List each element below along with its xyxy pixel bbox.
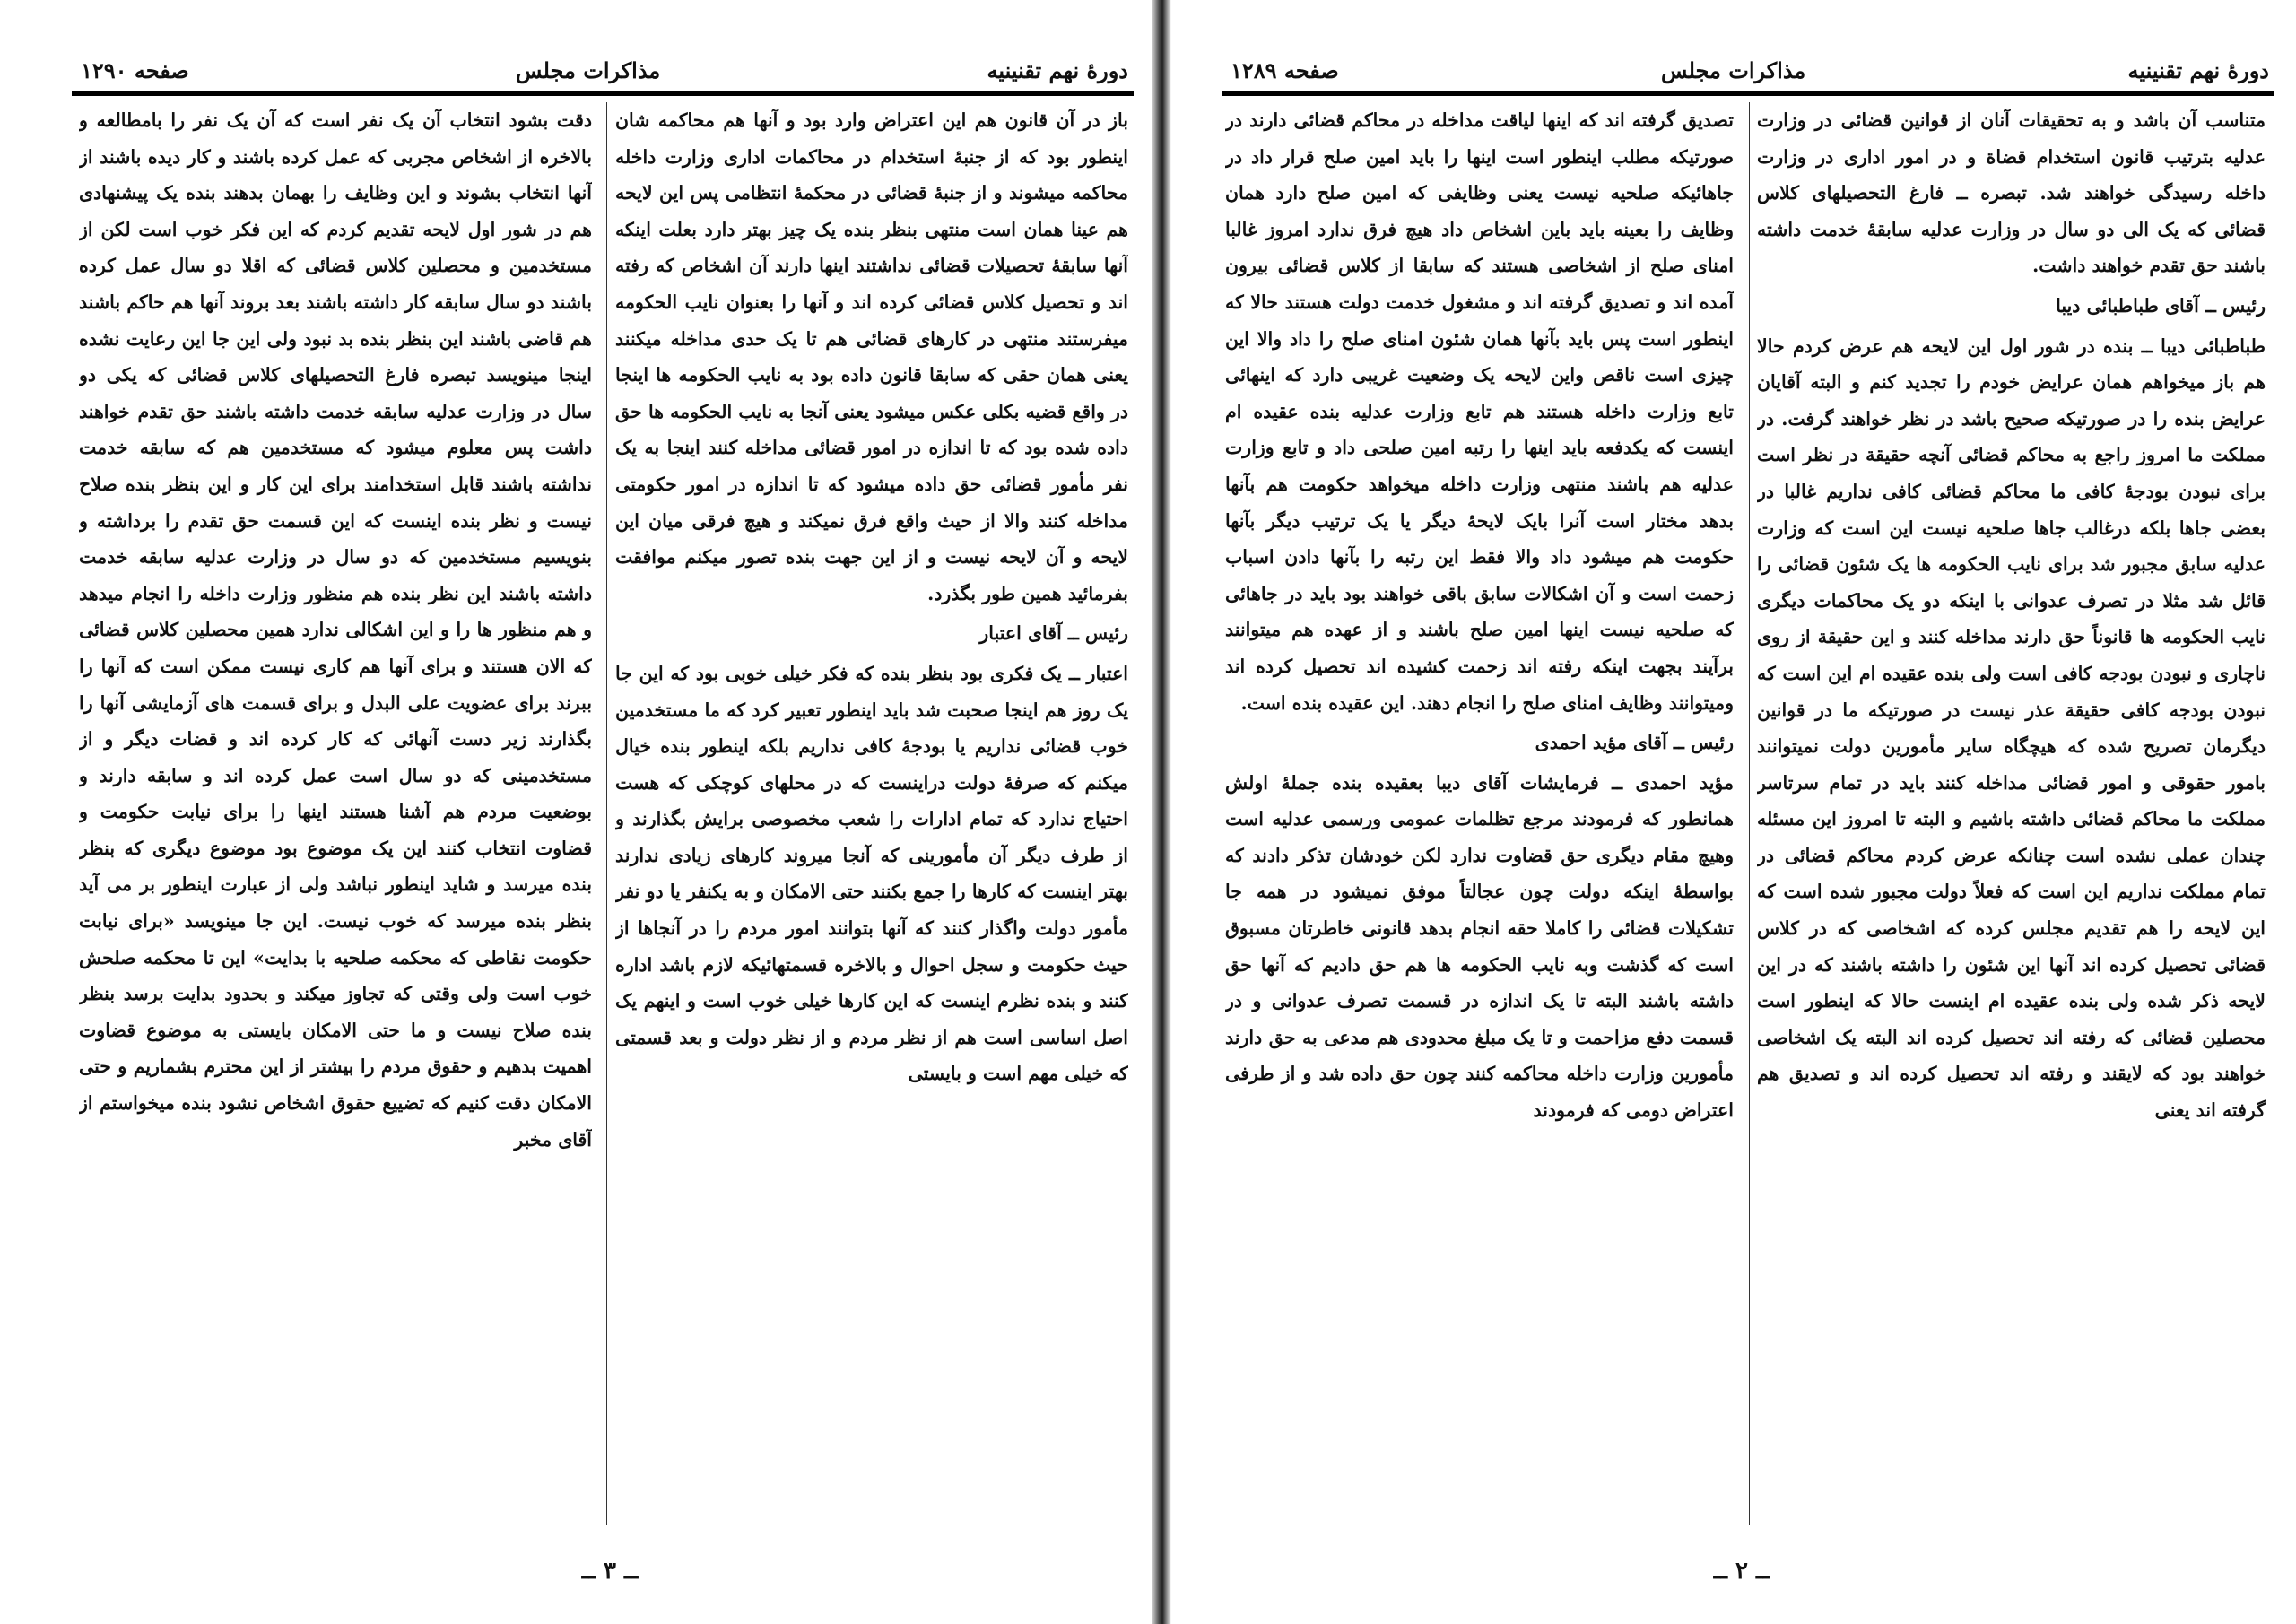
speaker-heading: رئیس ــ آقای مؤید احمدی [1535, 732, 1734, 754]
session-label: دورهٔ نهم تقنینیه [987, 56, 1128, 83]
journal-title: مذاکرات مجلس [1660, 56, 1806, 83]
speaker-heading: رئیس ــ آقای اعتبار [979, 622, 1128, 645]
page-footer-number: ــ ۳ ــ [581, 1558, 639, 1585]
page-footer-number: ــ ۲ ــ [1713, 1558, 1770, 1585]
right-page [1168, 0, 2296, 1624]
column-left [79, 102, 592, 1525]
paragraph: مؤید احمدی ــ فرمایشات آقای دیبا بعقیده بنده جملهٔ اولش همانطور که فرمودند مرجع تظلمات عمومی ورسمی عدلیه است وهیچ مقام دیگری حق قضاوت ندارد لکن خودشان تذکر دادند که بواسطهٔ اینکه دولت چون عجالتاً موفق نمیشود در همه جا تشکیلات قضائی را کاملا حقه انجام بدهد قانونی خاطرتان مسبوق است که گذشت وبه نایب الحکومه ها هم حق دادیم که آنها حق داشته باشند البته تا یک اندازه در قسمت تصرف عدوانی و در قسمت دفع مزاحمت و تا یک مبلغ محدودی هم مدعی به حق دارند مأمورین وزارت داخله محاکمه کنند چون حق داده شد و از طرفی اعتراض دومی که فرمودند [1225, 771, 1734, 1122]
paragraph: دقت بشود انتخاب آن یک نفر است که آن یک نفر را بامطالعه و بالاخره از اشخاص مجربی که عمل کرده باشند و کار دیده باشند از آنها انتخاب بشوند و این وظایف را بهمان بدهند بنده یک پیشنهادی هم در شور اول لایحه تقدیم کردم که این فکر خوب است لکن از مستخدمین و محصلین کلاس قضائی که اقلا دو سال عمل کرده باشند دو سال سابقه کار داشته باشند بعد بروند آنها هم حاکم باشند هم قاضی باشند این بنظر بنده بد نبود ولی این جا این رعایت نشده اینجا مینویسد تبصره فارغ التحصیلهای کلاس قضائی که یکی دو سال در وزارت عدلیه سابقه خدمت داشته باشند حق تقدم خواهند داشت پس معلوم میشود که مستخدمین هم که سابقه خدمت نداشته باشند قابل استخدامند برای این کار و این بنظر بنده صلاح نیست و نظر بنده اینست که این قسمت حق تقدم را برداشته و بنویسیم مستخدمین که دو سال در وزارت عدلیه سابقه خدمت داشته باشند این نظر بنده هم منظور وزارت داخله را انجام میدهد و هم منظور ها را و این اشکالی ندارد همین محصلین کلاس قضائی که الان هستند و برای آنها هم کاری نیست ممکن است که آنها را ببرند برای عضویت علی البدل و برای قسمت های آزمایشی آنها را بگذارند زیر دست آنهائی که کار کرده اند و قضات دیگر و از مستخدمینی که دو سال است عمل کرده اند و سابقه دارند و بوضعیت مردم هم آشنا هستند اینها را برای نیابت حکومت و قضاوت انتخاب کنند این یک موضوع بود موضوع دیگری که بنظر بنده میرسد و شاید اینطور نباشد ولی از عبارت اینطور بر می آید بنظر بنده میرسد که خوب نیست. این جا مینویسد «برای نیابت حکومت نقاطی که محکمه صلحیه با بدایت» این تا محکمه صلحش خوب است ولی وقتی که تجاوز میکند و بحدود بدایت برسد بنظر بنده صلاح نیست و ما حتی الامکان بایستی به موضوع قضاوت اهمیت بدهیم و حقوق مردم را بیشتر از این محترم بشماریم و حتی الامکان دقت کنیم که تضییع حقوق اشخاص نشود بنده میخواستم از آقای مخبر [79, 109, 592, 1151]
text-columns [79, 102, 1128, 1525]
speaker-heading: رئیس ــ آقای طباطبائی دیبا [2056, 294, 2266, 317]
page-header [81, 50, 1128, 90]
paragraph: طباطبائی دیبا ــ بنده در شور اول این لایحه هم عرض کردم حالا هم باز میخواهم همان عرایض خودم را تجدید کنم و البته آقایان عرایض بنده را در صورتیکه صحیح باشد در نظر خواهند گرفت. در مملکت ما امروز راجع به محاکم قضائی آنچه حقیقة در نظر است برای نبودن بودجهٔ کافی ما محاکم قضائی کافی نداریم غالبا در بعضی جاها بلکه درغالب جاها صلحیه نیست این است که وزارت عدلیه سابق مجبور شد برای نایب الحکومه ها یک شئون قضائی را قائل شد مثلا در تصرف عدوانی با اینکه دو یک محاکمات دیگری نایب الحکومه ها قانوناً حق دارند مداخله کنند و این حقیقة از روی ناچاری و نبودن بودجه کافی است ولی بنده عقیده ام این است که نبودن بودجه کافی حقیقة عذر نیست در صورتیکه ما در قوانین دیگرمان تصریح شده که هیچگاه سایر مأمورین دولت نمیتوانند بامور حقوقی و امور قضائی مداخله کنند باید در تمام سرتاسر مملکت ما محاکم قضائی داشته باشیم و البته تا امروز این مسئله چندان عملی نشده است چنانکه عرض کردم محاکم قضائی در تمام مملکت نداریم این است که فعلاً دولت مجبور شده است که این لایحه را هم تقدیم مجلس کرده که اشخاصی که در کلاس قضائی تحصیل کرده اند آنها این شئون را داشته باشند که در این لایحه ذکر شده ولی بنده عقیده ام اینست حالا که اینطور است محصلین قضائی که رفته اند تحصیل کرده اند البته یک اشخاصی خواهند بود که لایقند و رفته اند تحصیل کرده اند و تصدیق هم گرفته اند یعنی [1757, 334, 2266, 1122]
paragraph: متناسب آن باشد و به تحقیقات آنان از قوانین قضائی در وزارت عدلیه بترتیب قانون استخدام قضاة و در امور اداری در وزارت داخله رسیدگی خواهند شد. تبصره ــ فارغ التحصیلهای کلاس قضائی که یک الی دو سال در وزارت عدلیه سابقهٔ خدمت داشته باشند حق تقدم خواهند داشت. [1757, 109, 2266, 277]
text-columns [1225, 102, 2266, 1525]
column-left [1225, 102, 1734, 1525]
paragraph: اعتبار ــ یک فکری بود بنظر بنده که فکر خیلی خوبی بود که این جا یک روز هم اینجا صحبت شد باید اینطور تعبیر کرد که ما مستخدمین خوب قضائی نداریم یا بودجهٔ کافی نداریم بلکه اینطور بنده خیال میکنم که صرفهٔ دولت دراینست که در محلهای کوچکی که هست احتیاج ندارد که تمام ادارات را شعب مخصوصی برایش بگذارند و از طرف دیگر آن مأمورینی که آنجا میروند کارهای زیادی ندارند بهتر اینست که کارها را جمع بکنند حتی الامکان و به یکنفر یا دو نفر مأمور دولت واگذار کنند که آنها بتوانند امور مردم را در آنجاها از حیث حکومت و سجل احوال و بالاخره قسمتهائیکه لازم باشد اداره کنند و بنده نظرم اینست که این کارها خیلی خوب است و اینهم یک اصل اساسی است هم از نظر مردم و از نظر دولت و بعد قسمتی که خیلی مهم است و بایستی [615, 662, 1128, 1085]
page-header [1231, 50, 2269, 90]
journal-title: مذاکرات مجلس [515, 56, 661, 83]
column-right [1757, 102, 2266, 1525]
header-rule [72, 91, 1134, 96]
paragraph: تصدیق گرفته اند که اینها لیاقت مداخله در محاکم قضائی دارند در صورتیکه مطلب اینطور است اینها را باید امین صلح قرار داد در جاهائیکه صلحیه نیست یعنی وظایفی که امین صلح دارد همان وظایف را بعینه باید باین اشخاص داد هیچ فرق ندارد امروز غالبا امنای صلح از اشخاصی هستند که سابقا از کلاس قضائی بیرون آمده اند و تصدیق گرفته اند و مشغول خدمت دولت هستند حالا که اینطور است پس باید بآنها همان شئون امنای صلح را داد والا این چیزی است ناقص واین لایحه یک وضعیت غریبی دارد که اینهائی تابع وزارت داخله هستند هم تابع وزارت عدلیه بنده عقیده ام اینست که یکدفعه باید اینها را رتبه امین صلحی داد و تابع وزارت عدلیه هم باشند منتهی وزارت داخله میخواهد حکومت هم بآنها بدهد مختار است آنرا بایک لایحهٔ دیگر یا یک ترتیب دیگر بآنها حکومت هم میشود داد والا فقط این رتبه را بآنها دادن اسباب زحمت است و آن اشکالات سابق باقی خواهند بود باید در جاهائی که صلحیه نیست اینها امین صلح باشند و از عهده هم میتوانند برآیند بجهت اینکه رفته اند زحمت کشیده اند تحصیل کرده اند ومیتوانند وظایف امنای صلح را انجام دهند. این عقیده بنده است. [1225, 109, 1734, 714]
paragraph: باز در آن قانون هم این اعتراض وارد بود و آنها هم محاکمه شان اینطور بود که از جنبهٔ استخدام در محاکمات اداری وزارت داخله محاکمه میشوند و از جنبهٔ قضائی در محکمهٔ انتظامی پس این لایحه هم عینا همان است منتهی بنظر بنده یک چیز بهتر دارد بعلت اینکه آنها سابقهٔ تحصیلات قضائی نداشتند اینها دارند آن اشخاص که رفته اند و تحصیل کلاس قضائی کرده اند و آنها را بعنوان نایب الحکومه میفرستند منتهی در کارهای قضائی هم تا یک حدی مداخله میکنند یعنی همان حقی که سابقا قانون داده بود به نایب الحکومه ها اینجا در واقع قضیه بکلی عکس میشود یعنی آنجا به نایب الحکومه ها حق داده شده بود که تا اندازه در امور قضائی مداخله کنند اینجا به یک نفر مأمور قضائی حق داده میشود که تا اندازه در امور حکومتی مداخله کنند والا از حیث واقع فرق نمیکند و هیچ فرقی میان این لایحه و آن لایحه نیست و از این جهت بنده تصور میکنم موافقت بفرمائید همین طور بگذرد. [615, 109, 1128, 604]
page-number-label: صفحه ۱۲۹۰ [81, 56, 189, 83]
column-right [615, 102, 1128, 1525]
page-number-label: صفحه ۱۲۸۹ [1231, 56, 1339, 83]
header-rule [1222, 91, 2274, 96]
session-label: دورهٔ نهم تقنینیه [2127, 56, 2269, 83]
